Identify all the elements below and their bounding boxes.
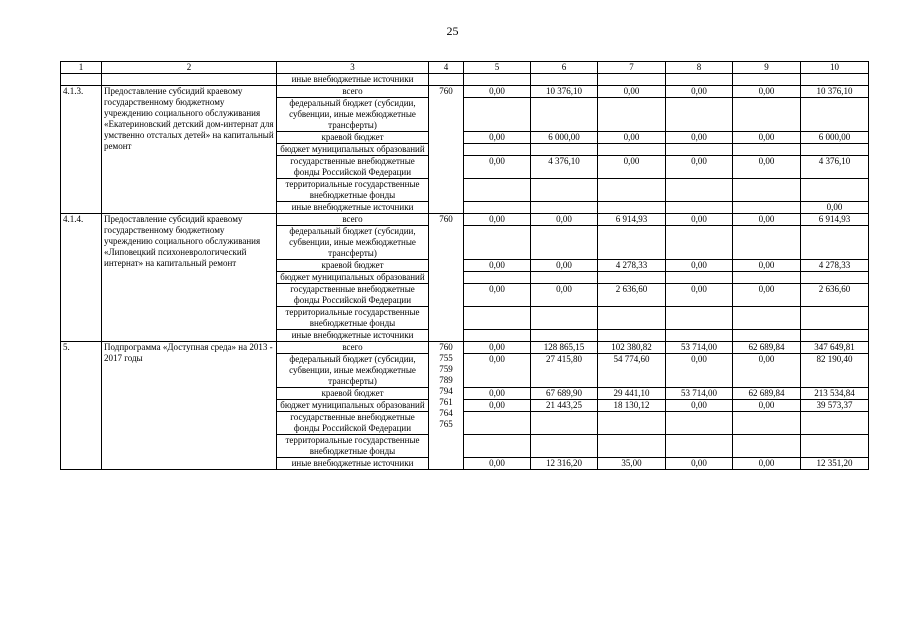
value-col-6: 10 376,10 bbox=[531, 86, 598, 98]
value-col-5 bbox=[464, 202, 531, 214]
value-col-10: 10 376,10 bbox=[801, 86, 869, 98]
value-col-8 bbox=[666, 226, 733, 260]
value-col-9: 0,00 bbox=[733, 132, 801, 144]
value-col-6: 21 443,25 bbox=[531, 400, 598, 412]
value-col-5 bbox=[464, 435, 531, 458]
value-col-8 bbox=[666, 330, 733, 342]
value-col-9: 0,00 bbox=[733, 354, 801, 388]
value-col-7 bbox=[598, 412, 666, 435]
value-col-7 bbox=[598, 202, 666, 214]
value-col-7: 29 441,10 bbox=[598, 388, 666, 400]
header-col-9: 9 bbox=[733, 62, 801, 74]
value-col-8: 0,00 bbox=[666, 132, 733, 144]
funding-source: краевой бюджет bbox=[277, 132, 429, 144]
value-col-8: 0,00 bbox=[666, 458, 733, 470]
header-col-5: 5 bbox=[464, 62, 531, 74]
value-col-10: 4 376,10 bbox=[801, 156, 869, 179]
value-col-6 bbox=[531, 144, 598, 156]
item-number: 4.1.4. bbox=[61, 214, 102, 342]
value-col-8 bbox=[666, 179, 733, 202]
value-col-7: 6 914,93 bbox=[598, 214, 666, 226]
value-col-5: 0,00 bbox=[464, 388, 531, 400]
value-col-5 bbox=[464, 330, 531, 342]
value-col-9 bbox=[733, 435, 801, 458]
value-col-9 bbox=[733, 202, 801, 214]
value-col-6: 4 376,10 bbox=[531, 156, 598, 179]
value-col-8 bbox=[666, 412, 733, 435]
value-col-5: 0,00 bbox=[464, 342, 531, 354]
value-col-7: 2 636,60 bbox=[598, 284, 666, 307]
value-col-9 bbox=[733, 330, 801, 342]
value-col-6: 0,00 bbox=[531, 260, 598, 272]
table-row bbox=[61, 74, 869, 86]
value-col-9 bbox=[733, 98, 801, 132]
value-col-6 bbox=[531, 98, 598, 132]
funding-source: иные внебюджетные источники bbox=[277, 458, 429, 470]
value-col-10: 6 000,00 bbox=[801, 132, 869, 144]
header-col-6: 6 bbox=[531, 62, 598, 74]
value-col-10: 2 636,60 bbox=[801, 284, 869, 307]
funding-source: территориальные государственные внебюджетные фонды bbox=[277, 179, 429, 202]
table-row bbox=[61, 86, 869, 98]
value-col-5 bbox=[464, 98, 531, 132]
value-col-5: 0,00 bbox=[464, 214, 531, 226]
header-col-2: 2 bbox=[102, 62, 277, 74]
value-col-5: 0,00 bbox=[464, 156, 531, 179]
value-col-7: 102 380,82 bbox=[598, 342, 666, 354]
value-col-9: 0,00 bbox=[733, 260, 801, 272]
value-col-10: 12 351,20 bbox=[801, 458, 869, 470]
value-col-8 bbox=[666, 272, 733, 284]
funding-source: краевой бюджет bbox=[277, 260, 429, 272]
value-col-6: 0,00 bbox=[531, 214, 598, 226]
value-col-10: 6 914,93 bbox=[801, 214, 869, 226]
table-row bbox=[61, 342, 869, 354]
value-col-9 bbox=[733, 307, 801, 330]
header-col-3: 3 bbox=[277, 62, 429, 74]
value-col-6 bbox=[531, 435, 598, 458]
value-col-6 bbox=[531, 202, 598, 214]
value-col-8 bbox=[666, 98, 733, 132]
value-col-8: 53 714,00 bbox=[666, 388, 733, 400]
value-col-5 bbox=[464, 144, 531, 156]
funding-source: государственные внебюджетные фонды Российской Федерации bbox=[277, 412, 429, 435]
value-col-6: 27 415,80 bbox=[531, 354, 598, 388]
value-col-8 bbox=[666, 435, 733, 458]
value-col-10: 213 534,84 bbox=[801, 388, 869, 400]
funding-source: государственные внебюджетные фонды Российской Федерации bbox=[277, 156, 429, 179]
value-col-8: 0,00 bbox=[666, 86, 733, 98]
funding-source: иные внебюджетные источники bbox=[277, 330, 429, 342]
value-col-7: 18 130,12 bbox=[598, 400, 666, 412]
value-col-7 bbox=[598, 98, 666, 132]
funding-source: бюджет муниципальных образований bbox=[277, 400, 429, 412]
funding-source: федеральный бюджет (субсидии, субвенции, иные межбюджетные трансферты) bbox=[277, 354, 429, 388]
header-col-7: 7 bbox=[598, 62, 666, 74]
value-col-10 bbox=[801, 307, 869, 330]
item-name: Предоставление субсидий краевому государственному бюджетному учреждению социального обслуживания «Екатериновский детский дом-интернат для умственно отсталых детей» на капитальный ремонт bbox=[102, 86, 277, 214]
value-col-9: 0,00 bbox=[733, 86, 801, 98]
value-col-7 bbox=[598, 330, 666, 342]
page-number: 25 bbox=[446, 24, 459, 38]
funding-source: федеральный бюджет (субсидии, субвенции, иные межбюджетные трансферты) bbox=[277, 226, 429, 260]
value-col-10: 0,00 bbox=[801, 202, 869, 214]
value-col-10: 82 190,40 bbox=[801, 354, 869, 388]
value-col-6 bbox=[531, 330, 598, 342]
value-col-5: 0,00 bbox=[464, 354, 531, 388]
value-col-10: 347 649,81 bbox=[801, 342, 869, 354]
value-col-8: 0,00 bbox=[666, 214, 733, 226]
value-col-9 bbox=[733, 179, 801, 202]
funding-source: территориальные государственные внебюджетные фонды bbox=[277, 435, 429, 458]
value-col-8: 0,00 bbox=[666, 260, 733, 272]
value-col-5 bbox=[464, 226, 531, 260]
value-col-8: 0,00 bbox=[666, 156, 733, 179]
value-col-7: 35,00 bbox=[598, 458, 666, 470]
value-col-6 bbox=[531, 272, 598, 284]
value-col-6: 67 689,90 bbox=[531, 388, 598, 400]
value-col-7 bbox=[598, 307, 666, 330]
value-col-8 bbox=[666, 202, 733, 214]
funding-source: иные внебюджетные источники bbox=[277, 74, 429, 86]
value-col-7 bbox=[598, 179, 666, 202]
header-col-1: 1 bbox=[61, 62, 102, 74]
header-col-4: 4 bbox=[429, 62, 464, 74]
value-col-7: 54 774,60 bbox=[598, 354, 666, 388]
value-col-6: 6 000,00 bbox=[531, 132, 598, 144]
value-col-8: 53 714,00 bbox=[666, 342, 733, 354]
value-col-7 bbox=[598, 435, 666, 458]
value-col-7 bbox=[598, 226, 666, 260]
item-number: 4.1.3. bbox=[61, 86, 102, 214]
value-col-9: 62 689,84 bbox=[733, 388, 801, 400]
value-col-6: 12 316,20 bbox=[531, 458, 598, 470]
value-col-6 bbox=[531, 307, 598, 330]
funding-source: федеральный бюджет (субсидии, субвенции, иные межбюджетные трансферты) bbox=[277, 98, 429, 132]
value-col-9 bbox=[733, 226, 801, 260]
value-col-5 bbox=[464, 179, 531, 202]
value-col-7: 0,00 bbox=[598, 132, 666, 144]
budget-code: 760 755 759 789 794 761 764 765 bbox=[429, 342, 464, 470]
value-col-8: 0,00 bbox=[666, 284, 733, 307]
value-col-9 bbox=[733, 272, 801, 284]
funding-source: государственные внебюджетные фонды Российской Федерации bbox=[277, 284, 429, 307]
header-col-8: 8 bbox=[666, 62, 733, 74]
value-col-5: 0,00 bbox=[464, 284, 531, 307]
item-number: 5. bbox=[61, 342, 102, 470]
value-col-8: 0,00 bbox=[666, 354, 733, 388]
funding-source: всего bbox=[277, 214, 429, 226]
value-col-8 bbox=[666, 307, 733, 330]
value-col-5 bbox=[464, 412, 531, 435]
value-col-10 bbox=[801, 330, 869, 342]
value-col-9: 0,00 bbox=[733, 284, 801, 307]
value-col-5 bbox=[464, 272, 531, 284]
value-col-9: 62 689,84 bbox=[733, 342, 801, 354]
value-col-10 bbox=[801, 144, 869, 156]
header-col-10: 10 bbox=[801, 62, 869, 74]
value-col-6 bbox=[531, 179, 598, 202]
value-col-9 bbox=[733, 412, 801, 435]
funding-source: бюджет муниципальных образований bbox=[277, 272, 429, 284]
budget-code: 760 bbox=[429, 86, 464, 214]
value-col-10 bbox=[801, 179, 869, 202]
value-col-10: 39 573,37 bbox=[801, 400, 869, 412]
value-col-5: 0,00 bbox=[464, 260, 531, 272]
header-row bbox=[61, 62, 869, 74]
value-col-7 bbox=[598, 272, 666, 284]
value-col-6 bbox=[531, 226, 598, 260]
value-col-9: 0,00 bbox=[733, 458, 801, 470]
value-col-9: 0,00 bbox=[733, 214, 801, 226]
value-col-6: 0,00 bbox=[531, 284, 598, 307]
value-col-9: 0,00 bbox=[733, 156, 801, 179]
value-col-9 bbox=[733, 144, 801, 156]
budget-table bbox=[60, 61, 869, 470]
value-col-10 bbox=[801, 226, 869, 260]
value-col-5: 0,00 bbox=[464, 132, 531, 144]
funding-source: иные внебюджетные источники bbox=[277, 202, 429, 214]
value-col-9: 0,00 bbox=[733, 400, 801, 412]
value-col-5: 0,00 bbox=[464, 86, 531, 98]
value-col-6 bbox=[531, 412, 598, 435]
value-col-8: 0,00 bbox=[666, 400, 733, 412]
funding-source: краевой бюджет bbox=[277, 388, 429, 400]
funding-source: бюджет муниципальных образований bbox=[277, 144, 429, 156]
item-name: Предоставление субсидий краевому государственному бюджетному учреждению социального обслуживания «Липовецкий психоневрологический интернат» на капитальный ремонт bbox=[102, 214, 277, 342]
value-col-7: 0,00 bbox=[598, 86, 666, 98]
table-row bbox=[61, 214, 869, 226]
value-col-10 bbox=[801, 272, 869, 284]
budget-code: 760 bbox=[429, 214, 464, 342]
value-col-10 bbox=[801, 412, 869, 435]
value-col-10 bbox=[801, 98, 869, 132]
funding-source: территориальные государственные внебюджетные фонды bbox=[277, 307, 429, 330]
value-col-7 bbox=[598, 144, 666, 156]
value-col-10: 4 278,33 bbox=[801, 260, 869, 272]
value-col-5: 0,00 bbox=[464, 400, 531, 412]
value-col-5 bbox=[464, 307, 531, 330]
funding-source: всего bbox=[277, 86, 429, 98]
value-col-8 bbox=[666, 144, 733, 156]
value-col-7: 4 278,33 bbox=[598, 260, 666, 272]
funding-source: всего bbox=[277, 342, 429, 354]
value-col-6: 128 865,15 bbox=[531, 342, 598, 354]
item-name: Подпрограмма «Доступная среда» на 2013 - 2017 годы bbox=[102, 342, 277, 470]
value-col-10 bbox=[801, 435, 869, 458]
value-col-5: 0,00 bbox=[464, 458, 531, 470]
value-col-7: 0,00 bbox=[598, 156, 666, 179]
